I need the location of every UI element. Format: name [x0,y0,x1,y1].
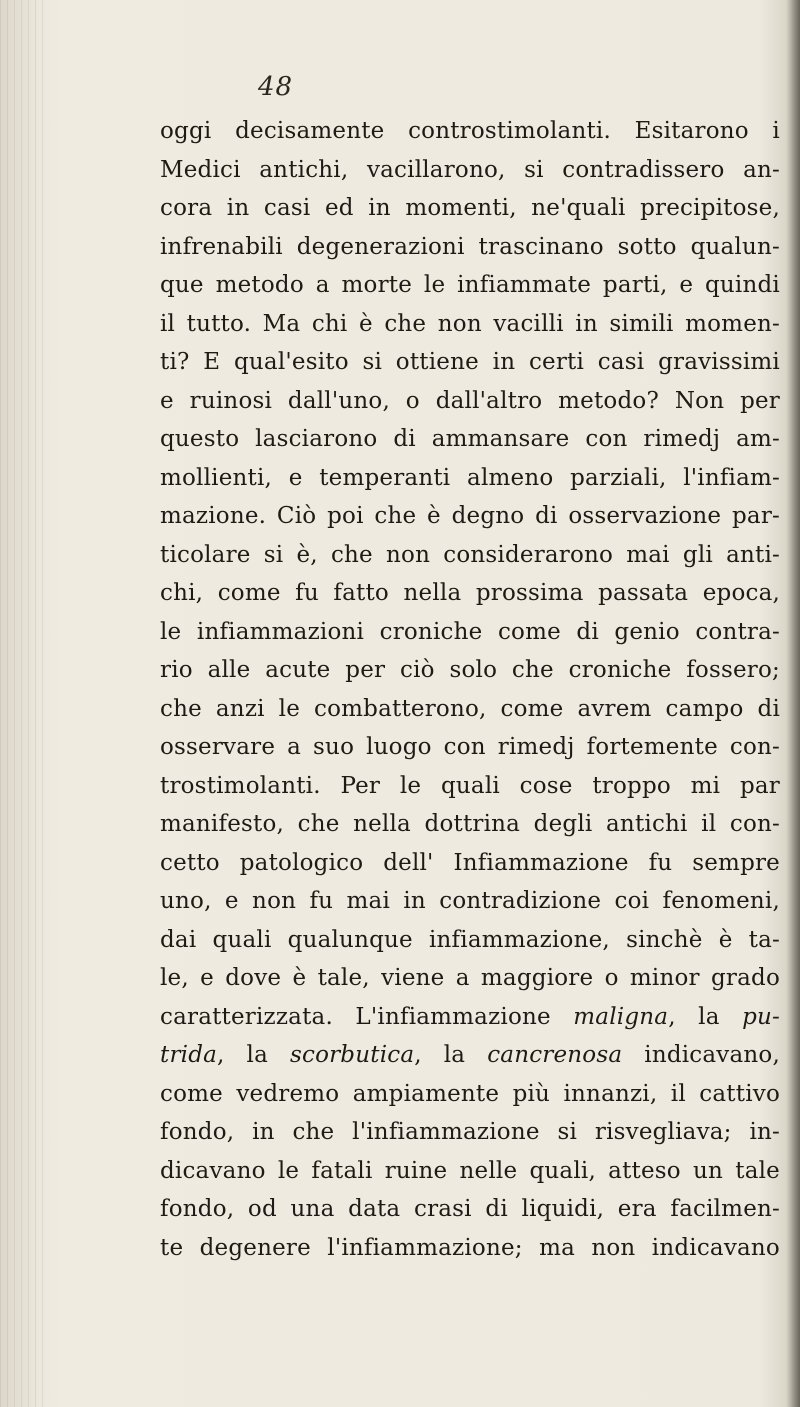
text-segment: cetto patologico dell' Infiammazione fu sempre [160,849,780,876]
text-segment: le, e dove è tale, viene a maggiore o minor grado [160,965,780,991]
text-segment: questo lasciarono di ammansare con rimedj am- [160,426,780,452]
text-line [160,882,780,921]
italic-text-segment: cancrenosa [487,1042,623,1068]
text-segment: fondo, od una data crasi di liquidi, era facilmen- [160,1196,780,1222]
text-line [160,1075,780,1114]
italic-text-segment: scorbutica [289,1042,415,1068]
page-edge-shadow [786,0,800,1407]
text-line [160,420,780,459]
text-segment: e ruinosi dall'uno, o dall'altro metodo? Non per [160,387,780,414]
text-segment: chi, come fu fatto nella prossima passata epoca, [160,580,780,606]
text-line [160,112,780,151]
text-segment: indicavano, [622,1042,780,1068]
text-segment: rio alle acute per ciò solo che croniche fossero; [160,657,780,683]
text-segment: come vedremo ampiamente più innanzi, il cattivo [160,1080,780,1107]
text-segment: dicavano le fatali ruine nelle quali, atteso un tale [160,1157,780,1184]
text-line [160,305,780,344]
text-segment: mazione. Ciò poi che è degno di osservazione par- [160,503,780,529]
text-segment: mollienti, e temperanti almeno parziali, l'infiam- [160,464,780,491]
text-line [160,651,780,690]
text-line [160,497,780,536]
text-segment: fondo, in che l'infiammazione si risvegliava; in- [160,1119,780,1145]
text-line [160,151,780,190]
text-segment: ticolare si è, che non considerarono mai gli anti- [160,541,780,568]
text-line [160,459,780,498]
body-text [160,112,780,1267]
text-segment: cora in casi ed in momenti, ne'quali precipitose, [160,195,780,221]
text-line [160,266,780,305]
text-line [160,844,780,883]
text-line [160,1152,780,1191]
text-line [160,1229,780,1268]
text-line [160,921,780,960]
text-segment: infrenabili degenerazioni trascinano sotto qualun- [160,233,780,260]
text-line [160,613,780,652]
text-segment: Medici antichi, vacillarono, si contradissero an- [160,156,780,183]
text-line [160,1113,780,1152]
text-segment: manifesto, che nella dottrina degli antichi il con- [160,811,780,837]
text-line [160,728,780,767]
text-segment: uno, e non fu mai in contradizione coi fenomeni, [160,888,780,914]
text-line [160,228,780,267]
text-line [160,998,780,1037]
text-line [160,805,780,844]
text-segment: le infiammazioni croniche come di genio contra- [160,618,780,645]
text-segment: dai quali qualunque infiammazione, sinchè è ta- [160,926,780,953]
text-line [160,690,780,729]
text-line [160,536,780,575]
text-line [160,343,780,382]
text-line [160,189,780,228]
text-line [160,1036,780,1075]
text-segment: ti? E qual'esito si ottiene in certi casi gravissimi [160,349,780,375]
page-binding-shadow [0,0,48,1407]
italic-text-segment: maligna [573,1003,669,1030]
text-line [160,767,780,806]
italic-text-segment: trida [160,1042,218,1068]
text-segment: , la [217,1042,290,1068]
text-segment: osservare a suo luogo con rimedj fortemente con- [160,734,780,760]
text-segment: , la [414,1042,488,1068]
text-segment: il tutto. Ma chi è che non vacilli in simili momen- [160,310,780,337]
text-segment: te degenere l'infiammazione; ma non indicavano [160,1234,780,1261]
text-line [160,1190,780,1229]
text-segment: que metodo a morte le infiammate parti, e quindi [160,272,780,298]
text-segment: trostimolanti. Per le quali cose troppo mi par [160,772,780,799]
italic-text-segment: pu- [742,1003,780,1030]
text-segment: che anzi le combatterono, come avrem campo di [160,695,780,722]
page-number: 48 [258,72,294,102]
text-line [160,574,780,613]
text-segment: caratterizzata. L'infiammazione [160,1003,574,1030]
text-line [160,382,780,421]
text-line [160,959,780,998]
text-segment: oggi decisamente controstimolanti. Esitarono i [160,118,780,144]
text-segment: , la [668,1003,743,1030]
